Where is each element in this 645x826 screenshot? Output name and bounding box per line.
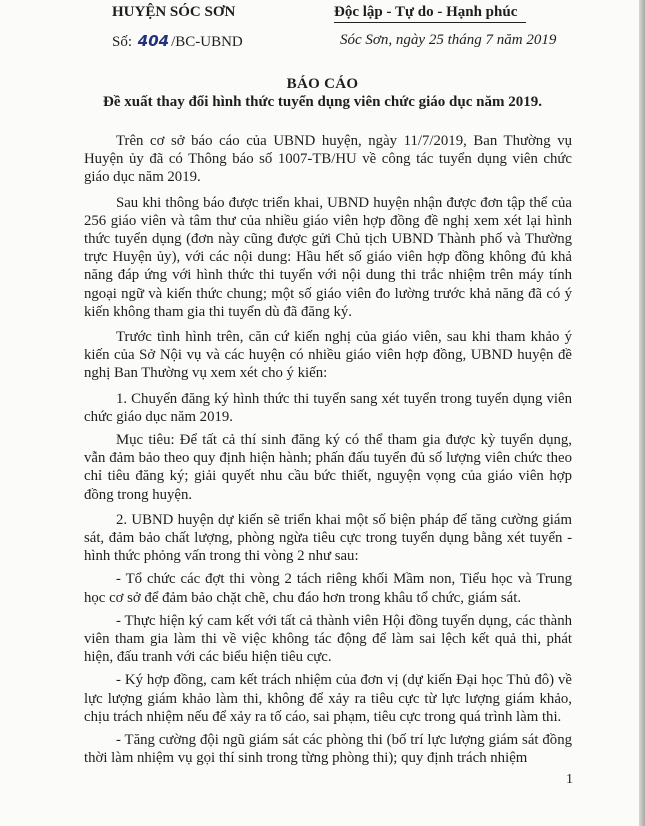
place-and-date: Sóc Sơn, ngày 25 tháng 7 năm 2019 bbox=[340, 32, 557, 48]
issuing-authority: HUYỆN SÓC SƠN bbox=[112, 4, 236, 20]
national-motto: Độc lập - Tự do - Hạnh phúc bbox=[334, 4, 518, 20]
paragraph: - Thực hiện ký cam kết với tất cả thành viên Hội đồng tuyển dụng, các thành viên tham gia làm thi về việc không tác động để làm sai lệch kết quả thi, phát hiện, đấu tranh với các biểu hiện tiêu cực. bbox=[84, 612, 572, 666]
paragraph: Mục tiêu: Để tất cả thí sinh đăng ký có thể tham gia được kỳ tuyển dụng, vẫn đảm bảo theo quy định hiện hành; phấn đấu tuyển đủ số lượng viên chức theo chỉ tiêu đăng ký; giải quyết nhu cầu bức thiết, nguyện vọng của giáo viên hợp đồng trong huyện. bbox=[84, 432, 572, 503]
paragraph: - Ký hợp đồng, cam kết trách nhiệm của đơn vị (dự kiến Đại học Thủ đô) về lực lượng giám khảo làm thi, không để xảy ra tiêu cực từ lực lượng giám khảo, chịu trách nhiệm nếu để xảy ra tố cáo, sai phạm, tiêu cực trong quá trình làm thi. bbox=[84, 672, 572, 725]
number-suffix: /BC-UBND bbox=[171, 34, 243, 50]
document-number bbox=[112, 32, 243, 51]
paragraph: - Tổ chức các đợt thi vòng 2 tách riêng khối Mầm non, Tiểu học và Trung học cơ sở để đảm bảo chặt chẽ, chu đáo hơn trong khâu tổ chức, giám sát. bbox=[84, 571, 572, 606]
motto-underline bbox=[334, 22, 526, 23]
handwritten-number: 404 bbox=[137, 32, 170, 50]
document-body bbox=[84, 132, 572, 773]
page-edge-shadow bbox=[639, 0, 645, 826]
number-prefix: Số: bbox=[112, 34, 133, 50]
page-number: 1 bbox=[566, 772, 573, 787]
paragraph: 1. Chuyển đăng ký hình thức thi tuyển sang xét tuyển trong tuyển dụng viên chức giáo dục năm 2019. bbox=[84, 390, 572, 425]
document-title: BÁO CÁO bbox=[286, 76, 359, 92]
paragraph: Sau khi thông báo được triển khai, UBND huyện nhận được đơn tập thể của 256 giáo viên và tâm thư của nhiều giáo viên hợp đồng đề nghị xem xét lại hình thức tuyển dụng (đơn này cũng được gửi Chủ tịch UBND Thành phố và Thường trực Huyện ủy), với các nội dung: Hầu hết số giáo viên hợp đồng không đủ khả năng đáp ứng với hình thức thi tuyển với nội dung thi trắc nhiệm trên máy tính ngoại ngữ và kiến thức chung; một số giáo viên đo lường trước khả năng đã có ý kiến không tham gia thi tuyển dù đã đăng ký. bbox=[84, 194, 572, 320]
paragraph: 2. UBND huyện dự kiến sẽ triển khai một số biện pháp để tăng cường giám sát, đảm bảo chất lượng, phòng ngừa tiêu cực trong tuyển dụng bằng xét tuyển - hình thức phỏng vấn trong thi vòng 2 như sau: bbox=[84, 511, 572, 565]
document-subtitle: Đề xuất thay đổi hình thức tuyển dụng viên chức giáo dục năm 2019. bbox=[103, 94, 542, 110]
paragraph: Trước tình hình trên, căn cứ kiến nghị của giáo viên, sau khi tham khảo ý kiến của Sở Nội vụ và các huyện có nhiều giáo viên hợp đồng, UBND huyện đề nghị Ban Thường vụ xem xét cho ý kiến: bbox=[84, 329, 572, 382]
paragraph: Trên cơ sở báo cáo của UBND huyện, ngày 11/7/2019, Ban Thường vụ Huyện ủy đã có Thông báo số 1007-TB/HU về công tác tuyển dụng viên chức giáo dục năm 2019. bbox=[84, 133, 572, 186]
paragraph: - Tăng cường đội ngũ giám sát các phòng thi (bố trí lực lượng giám sát đồng thời làm nhiệm vụ gọi thí sinh trong từng phòng thi); quy định trách nhiệm bbox=[84, 732, 572, 767]
